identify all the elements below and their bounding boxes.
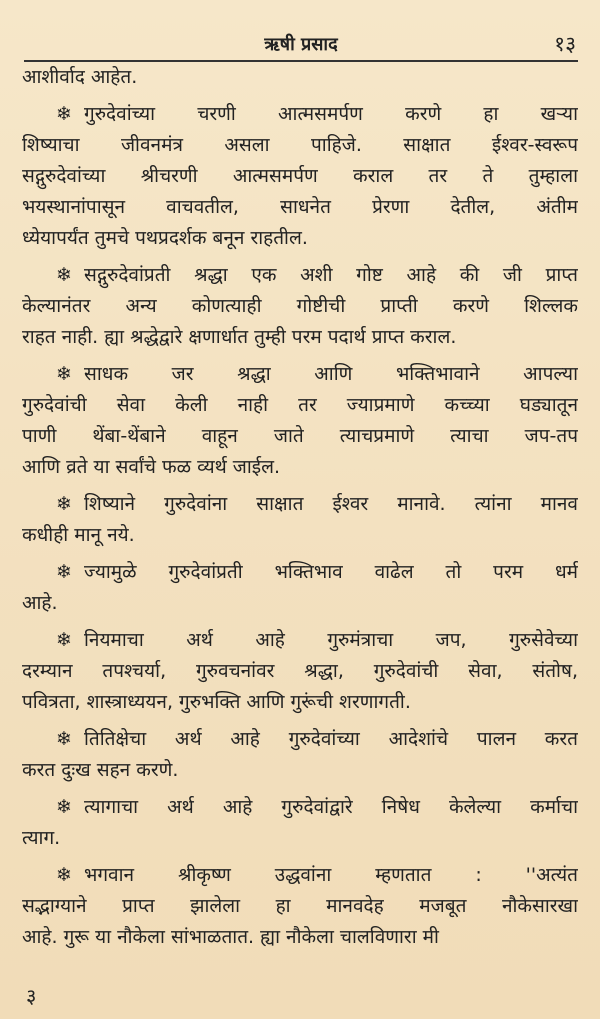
text-line bbox=[22, 62, 578, 93]
paragraph bbox=[22, 860, 578, 953]
paragraph bbox=[22, 792, 578, 854]
snowflake-icon: ❄ bbox=[56, 864, 72, 886]
paragraph-line: गुरुदेवांची सेवा केली नाही तर ज्याप्रमाणे कच्च्या घड्यातून bbox=[22, 394, 578, 416]
body-text bbox=[22, 62, 578, 959]
text-line bbox=[22, 656, 578, 687]
text-line bbox=[22, 687, 578, 718]
snowflake-icon: ❄ bbox=[56, 796, 72, 818]
text-line bbox=[22, 421, 578, 452]
paragraph-line: राहत नाही. ह्या श्रद्धेद्वारे क्षणार्धात तुम्ही परम पदार्थ प्राप्त कराल. bbox=[22, 326, 457, 348]
paragraph bbox=[22, 62, 578, 93]
text-line bbox=[22, 322, 578, 353]
paragraph-line: तितिक्षेचा अर्थ आहे गुरुदेवांच्या आदेशांचे पालन करत bbox=[84, 728, 578, 750]
paragraph-line: शिष्याने गुरुदेवांना साक्षात ईश्वर मानावे. त्यांना मानव bbox=[84, 493, 578, 515]
text-line bbox=[22, 161, 578, 192]
text-line bbox=[22, 130, 578, 161]
paragraph-line: साधक जर श्रद्धा आणि भक्तिभावाने आपल्या bbox=[84, 363, 578, 385]
footer-page-mark: ३ bbox=[26, 984, 37, 1008]
paragraph-line: ज्यामुळे गुरुदेवांप्रती भक्तिभाव वाढेल तो परम धर्म bbox=[84, 561, 578, 583]
text-line bbox=[22, 489, 578, 520]
text-line bbox=[22, 192, 578, 223]
text-line bbox=[22, 922, 578, 953]
text-line bbox=[22, 291, 578, 322]
snowflake-icon: ❄ bbox=[56, 561, 72, 583]
paragraph bbox=[22, 260, 578, 353]
paragraph-line: आशीर्वाद आहेत. bbox=[22, 66, 138, 88]
snowflake-icon: ❄ bbox=[56, 363, 72, 385]
paragraph-line: पाणी थेंबा-थेंबाने वाहून जाते त्याचप्रमाणे त्याचा जप-तप bbox=[22, 425, 578, 447]
text-line bbox=[22, 588, 578, 619]
paragraph bbox=[22, 724, 578, 786]
paragraph-line: दरम्यान तपश्चर्या, गुरुवचनांवर श्रद्धा, गुरुदेवांची सेवा, संतोष, bbox=[22, 660, 578, 682]
text-line bbox=[22, 99, 578, 130]
paragraph-line: नियमाचा अर्थ आहे गुरुमंत्राचा जप, गुरुसेवेच्या bbox=[84, 629, 578, 651]
paragraph bbox=[22, 359, 578, 483]
paragraph-line: गुरुदेवांच्या चरणी आत्मसमर्पण करणे हा खऱ्या bbox=[84, 103, 578, 125]
snowflake-icon: ❄ bbox=[56, 264, 72, 286]
paragraph-line: कधीही मानू नये. bbox=[22, 524, 135, 546]
paragraph-line: सद्गुरुदेवांप्रती श्रद्धा एक अशी गोष्ट आहे की जी प्राप्त bbox=[84, 264, 578, 286]
text-line bbox=[22, 891, 578, 922]
text-line bbox=[22, 792, 578, 823]
page-number: १३ bbox=[554, 32, 576, 56]
paragraph bbox=[22, 557, 578, 619]
text-line bbox=[22, 452, 578, 483]
paragraph-line: भगवान श्रीकृष्ण उद्धवांना म्हणतात : ''अत्यंत bbox=[84, 864, 578, 886]
page-header bbox=[24, 30, 578, 62]
paragraph bbox=[22, 489, 578, 551]
paragraph-line: शिष्याचा जीवनमंत्र असला पाहिजे. साक्षात ईश्वर-स्वरूप bbox=[22, 134, 578, 156]
paragraph-line: ध्येयापर्यंत तुमचे पथप्रदर्शक बनून राहतील. bbox=[22, 227, 308, 249]
snowflake-icon: ❄ bbox=[56, 629, 72, 651]
text-line bbox=[22, 390, 578, 421]
paragraph bbox=[22, 625, 578, 718]
snowflake-icon: ❄ bbox=[56, 728, 72, 750]
text-line bbox=[22, 755, 578, 786]
snowflake-icon: ❄ bbox=[56, 493, 72, 515]
paragraph-line: भयस्थानांपासून वाचवतील, साधनेत प्रेरणा देतील, अंतीम bbox=[22, 196, 578, 218]
paragraph-line: सद्गुरुदेवांच्या श्रीचरणी आत्मसमर्पण कराल तर ते तुम्हाला bbox=[22, 165, 578, 187]
text-line bbox=[22, 860, 578, 891]
running-title: ऋषी प्रसाद bbox=[264, 34, 338, 55]
paragraph-line: त्यागाचा अर्थ आहे गुरुदेवांद्वारे निषेध केलेल्या कर्माचा bbox=[84, 796, 578, 818]
paragraph-line: सद्भाग्याने प्राप्त झालेला हा मानवदेह मजबूत नौकेसारखा bbox=[22, 895, 578, 917]
text-line bbox=[22, 520, 578, 551]
paragraph-line: आहे. गुरू या नौकेला सांभाळतात. ह्या नौकेला चालविणारा मी bbox=[22, 926, 439, 948]
paragraph-line: त्याग. bbox=[22, 827, 61, 849]
text-line bbox=[22, 260, 578, 291]
text-line bbox=[22, 359, 578, 390]
text-line bbox=[22, 724, 578, 755]
text-line bbox=[22, 625, 578, 656]
text-line bbox=[22, 823, 578, 854]
text-line bbox=[22, 223, 578, 254]
text-line bbox=[22, 557, 578, 588]
paragraph-line: आणि व्रते या सर्वांचे फळ व्यर्थ जाईल. bbox=[22, 456, 281, 478]
paragraph-line: करत दुःख सहन करणे. bbox=[22, 759, 179, 781]
paragraph-line: आहे. bbox=[22, 592, 58, 614]
paragraph bbox=[22, 99, 578, 254]
paragraph-line: पवित्रता, शास्त्राध्ययन, गुरुभक्ति आणि गुरूंची शरणागती. bbox=[22, 691, 411, 713]
snowflake-icon: ❄ bbox=[56, 103, 72, 125]
paragraph-line: केल्यानंतर अन्य कोणत्याही गोष्टीची प्राप्ती करणे शिल्लक bbox=[22, 295, 578, 317]
